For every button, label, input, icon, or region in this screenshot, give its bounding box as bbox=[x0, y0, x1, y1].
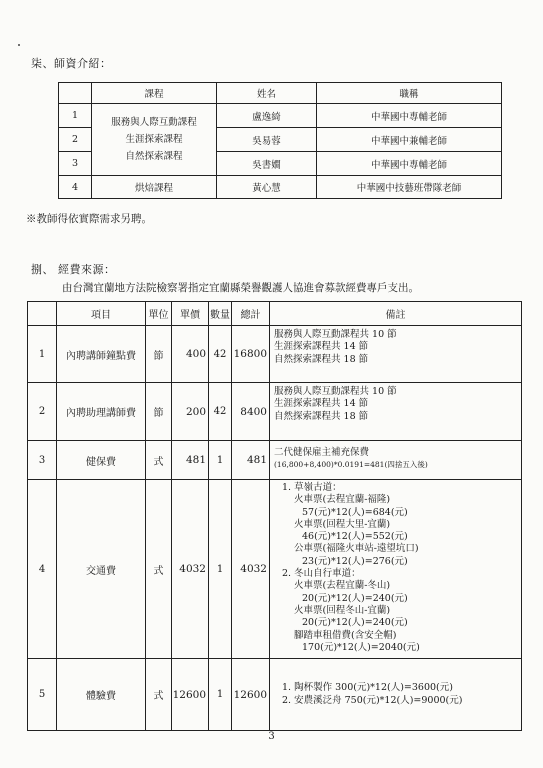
course-list-cell bbox=[92, 104, 217, 176]
note-line: 46(元)*12(人)=552(元) bbox=[302, 531, 408, 543]
page-number: 3 bbox=[268, 731, 275, 742]
note-line: 腳踏車租借費(含安全帽) bbox=[294, 629, 397, 641]
note-line: 生涯探索課程共 14 節 bbox=[274, 398, 369, 410]
row-number: 5 bbox=[28, 659, 57, 731]
course-name: 生涯探索課程 bbox=[125, 134, 183, 145]
table-row bbox=[28, 659, 522, 731]
item-qty: 42 bbox=[209, 326, 232, 383]
teacher-name: 吳易蓉 bbox=[217, 128, 317, 152]
note-line: 自然探索課程共 18 節 bbox=[274, 410, 369, 422]
row-number: 1 bbox=[28, 326, 57, 383]
item-qty: 1 bbox=[209, 480, 232, 659]
note-line: 2. 安農溪泛舟 750(元)*12(人)=9000(元) bbox=[282, 694, 463, 706]
margin-mark bbox=[18, 44, 20, 46]
item-name: 內聘助理講師費 bbox=[57, 383, 146, 441]
header-cell-item: 項目 bbox=[57, 302, 146, 326]
course-name: 烘焙課程 bbox=[92, 176, 217, 199]
teacher-note: ※教師得依實際需求另聘。 bbox=[26, 213, 152, 225]
item-notes bbox=[270, 383, 522, 441]
note-line: 二代健保雇主補充保費 bbox=[274, 447, 370, 458]
item-price: 200 bbox=[172, 383, 209, 441]
item-unit: 節 bbox=[146, 383, 172, 441]
course-name: 服務與人際互動課程 bbox=[111, 117, 197, 128]
item-total: 4032 bbox=[232, 480, 270, 659]
table-row bbox=[28, 383, 522, 441]
item-name: 健保費 bbox=[57, 441, 146, 480]
row-number: 3 bbox=[59, 152, 92, 176]
note-line: 火車票(去程宜蘭-冬山) bbox=[294, 580, 391, 592]
table-row bbox=[28, 441, 522, 480]
note-line: 生涯探索課程共 14 節 bbox=[274, 341, 369, 353]
funding-description: 由台灣宜蘭地方法院檢察署指定宜蘭縣榮譽觀護人協進會募款經費專戶支出。 bbox=[62, 282, 419, 294]
header-cell-title: 職稱 bbox=[317, 83, 502, 104]
note-line: 自然探索課程共 18 節 bbox=[274, 353, 369, 365]
note-line: 57(元)*12(人)=684(元) bbox=[302, 506, 408, 518]
row-number: 3 bbox=[28, 441, 57, 480]
header-cell-qty: 數量 bbox=[209, 302, 232, 326]
teacher-title: 中華國中專輔老師 bbox=[317, 104, 502, 128]
item-qty: 1 bbox=[209, 441, 232, 480]
item-unit: 式 bbox=[146, 659, 172, 731]
item-qty: 1 bbox=[209, 659, 232, 731]
item-price: 481 bbox=[172, 441, 209, 480]
item-total: 16800 bbox=[232, 326, 270, 383]
note-line: 23(元)*12(人)=276(元) bbox=[302, 555, 408, 567]
table-row bbox=[59, 176, 502, 199]
teacher-title: 中華國中兼輔老師 bbox=[317, 128, 502, 152]
note-line: 火車票(回程冬山-宜蘭) bbox=[294, 604, 391, 616]
item-qty: 42 bbox=[209, 383, 232, 441]
item-unit: 式 bbox=[146, 480, 172, 659]
budget-table-header bbox=[28, 302, 522, 326]
item-unit: 節 bbox=[146, 326, 172, 383]
row-number: 4 bbox=[28, 480, 57, 659]
header-cell-price: 單價 bbox=[172, 302, 209, 326]
header-cell-unit: 單位 bbox=[146, 302, 172, 326]
item-notes bbox=[270, 659, 522, 731]
item-price: 4032 bbox=[172, 480, 209, 659]
item-unit: 式 bbox=[146, 441, 172, 480]
note-line: 1. 陶杯製作 300(元)*12(人)=3600(元) bbox=[282, 682, 453, 694]
item-notes bbox=[270, 480, 522, 659]
note-line: 火車票(去程宜蘭-福隆) bbox=[294, 494, 391, 506]
note-line: 20(元)*12(人)=240(元) bbox=[302, 617, 408, 629]
note-line: 20(元)*12(人)=240(元) bbox=[302, 592, 408, 604]
table-row bbox=[59, 104, 502, 128]
item-price: 400 bbox=[172, 326, 209, 383]
row-number: 2 bbox=[59, 128, 92, 152]
teacher-name: 吳書嫺 bbox=[217, 152, 317, 176]
note-line: 服務與人際互動課程共 10 節 bbox=[274, 329, 397, 340]
note-line: 1. 草嶺古道： bbox=[282, 482, 342, 493]
note-line: 2. 冬山自行車道： bbox=[282, 568, 361, 580]
header-cell-course: 課程 bbox=[92, 83, 217, 104]
header-cell-notes: 備註 bbox=[270, 302, 522, 326]
row-number: 2 bbox=[28, 383, 57, 441]
section-heading-teachers: 柒、師資介紹： bbox=[31, 57, 112, 70]
header-cell-no bbox=[28, 302, 57, 326]
item-total: 12600 bbox=[232, 659, 270, 731]
note-line: 服務與人際互動課程共 10 節 bbox=[274, 386, 397, 397]
table-row bbox=[28, 480, 522, 659]
item-name: 內聘講師鐘點費 bbox=[57, 326, 146, 383]
teacher-title: 中華國中技藝班帶隊老師 bbox=[317, 176, 502, 199]
item-total: 481 bbox=[232, 441, 270, 480]
header-cell-total: 總計 bbox=[232, 302, 270, 326]
section-heading-funding: 捌、 經費來源： bbox=[31, 263, 116, 276]
teacher-table bbox=[58, 82, 502, 199]
budget-table bbox=[27, 301, 522, 731]
note-line: 公車票(福隆火車站-遠望坑口) bbox=[294, 543, 419, 555]
row-number: 4 bbox=[59, 176, 92, 199]
item-notes bbox=[270, 441, 522, 480]
teacher-name: 黃心慧 bbox=[217, 176, 317, 199]
note-line: 火車票(回程大里-宜蘭) bbox=[294, 518, 391, 530]
teacher-title: 中華國中專輔老師 bbox=[317, 152, 502, 176]
item-notes bbox=[270, 326, 522, 383]
header-cell-no bbox=[59, 83, 92, 104]
table-row bbox=[28, 326, 522, 383]
teacher-name: 盧逸綺 bbox=[217, 104, 317, 128]
note-line: 170(元)*12(人)=2040(元) bbox=[302, 641, 420, 653]
row-number: 1 bbox=[59, 104, 92, 128]
header-cell-name: 姓名 bbox=[217, 83, 317, 104]
teacher-table-header bbox=[59, 83, 502, 104]
item-price: 12600 bbox=[172, 659, 209, 731]
item-name: 體驗費 bbox=[57, 659, 146, 731]
item-total: 8400 bbox=[232, 383, 270, 441]
course-name: 自然探索課程 bbox=[125, 151, 183, 162]
item-name: 交通費 bbox=[57, 480, 146, 659]
note-line: (16,800+8,400)*0.0191=481(四捨五入後) bbox=[274, 460, 428, 470]
